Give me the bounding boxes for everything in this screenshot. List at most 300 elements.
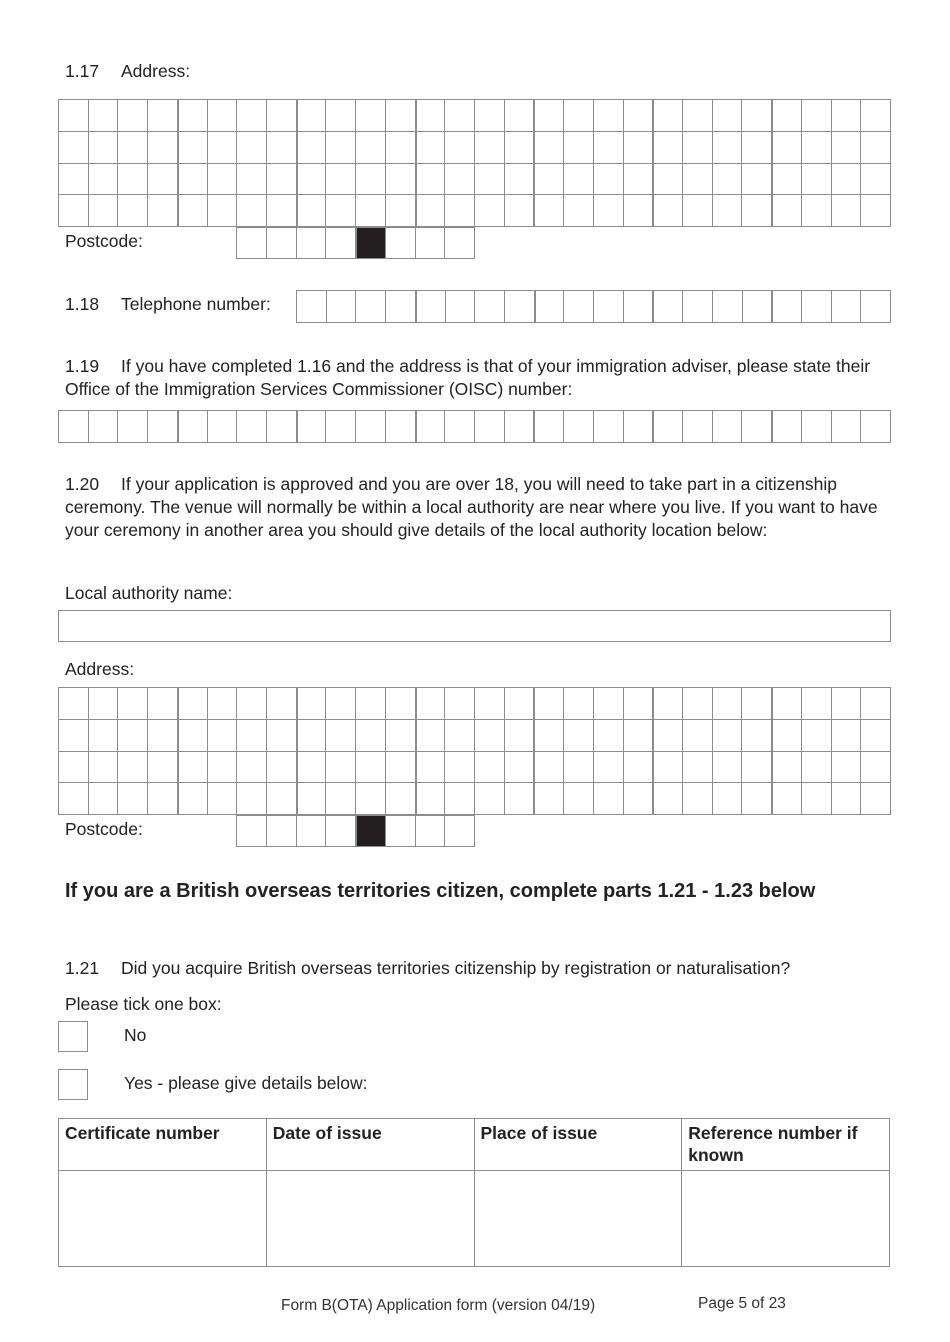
character-box[interactable] [326, 720, 356, 752]
character-box[interactable] [267, 132, 297, 164]
character-box[interactable] [208, 195, 238, 227]
character-box[interactable] [624, 100, 654, 132]
character-box[interactable] [624, 411, 654, 443]
character-box[interactable] [445, 783, 475, 815]
character-box[interactable] [861, 132, 891, 164]
character-box[interactable] [59, 411, 89, 443]
character-box[interactable] [267, 752, 297, 784]
character-box[interactable] [297, 195, 327, 227]
character-box[interactable] [326, 783, 356, 815]
character-box[interactable] [475, 164, 505, 196]
character-box[interactable] [802, 720, 832, 752]
character-box[interactable] [178, 720, 208, 752]
character-box[interactable] [297, 132, 327, 164]
character-box[interactable] [148, 132, 178, 164]
character-box[interactable] [713, 132, 743, 164]
character-box[interactable] [861, 411, 891, 443]
character-box[interactable] [832, 100, 862, 132]
character-box[interactable] [326, 132, 356, 164]
character-box[interactable] [564, 164, 594, 196]
character-box[interactable] [148, 411, 178, 443]
character-box[interactable] [534, 720, 564, 752]
character-box[interactable] [594, 195, 624, 227]
character-box[interactable] [178, 195, 208, 227]
character-box[interactable] [802, 783, 832, 815]
character-box[interactable] [683, 783, 713, 815]
character-box[interactable] [89, 783, 119, 815]
character-box[interactable] [178, 100, 208, 132]
character-box[interactable] [416, 132, 446, 164]
character-box[interactable] [683, 688, 713, 720]
character-box[interactable] [356, 100, 386, 132]
character-box[interactable] [416, 688, 446, 720]
character-box[interactable] [713, 783, 743, 815]
character-box[interactable] [594, 720, 624, 752]
character-box[interactable] [267, 783, 297, 815]
character-box[interactable] [148, 164, 178, 196]
character-box[interactable] [118, 411, 148, 443]
character-box[interactable] [416, 291, 446, 323]
character-box[interactable] [594, 783, 624, 815]
character-box[interactable] [386, 291, 416, 323]
character-box[interactable] [386, 132, 416, 164]
character-box[interactable] [208, 752, 238, 784]
character-box[interactable] [564, 688, 594, 720]
character-box[interactable] [356, 783, 386, 815]
character-box[interactable] [653, 291, 683, 323]
character-box[interactable] [416, 164, 446, 196]
postcode-grid-1-20[interactable] [236, 815, 475, 847]
character-box[interactable] [148, 195, 178, 227]
character-box[interactable] [683, 164, 713, 196]
character-box[interactable] [237, 752, 267, 784]
character-box[interactable] [267, 720, 297, 752]
character-box[interactable] [297, 688, 327, 720]
character-box[interactable] [653, 783, 683, 815]
character-box[interactable] [742, 783, 772, 815]
character-box[interactable] [861, 195, 891, 227]
character-box[interactable] [297, 816, 327, 847]
character-box[interactable] [445, 132, 475, 164]
character-box[interactable] [237, 411, 267, 443]
character-box[interactable] [89, 164, 119, 196]
character-box[interactable] [297, 720, 327, 752]
character-box[interactable] [386, 411, 416, 443]
character-box[interactable] [534, 688, 564, 720]
character-box[interactable] [564, 132, 594, 164]
character-box[interactable] [564, 411, 594, 443]
character-box[interactable] [475, 411, 505, 443]
character-box[interactable] [89, 132, 119, 164]
character-box[interactable] [861, 720, 891, 752]
character-box[interactable] [326, 752, 356, 784]
character-box[interactable] [237, 195, 267, 227]
character-box[interactable] [208, 720, 238, 752]
character-box[interactable] [594, 100, 624, 132]
character-box[interactable] [802, 688, 832, 720]
character-box[interactable] [624, 164, 654, 196]
character-box[interactable] [683, 291, 713, 323]
character-box[interactable] [713, 291, 743, 323]
character-box[interactable] [772, 688, 802, 720]
character-box[interactable] [653, 752, 683, 784]
character-box[interactable] [772, 195, 802, 227]
character-box[interactable] [297, 100, 327, 132]
place-of-issue-cell[interactable] [474, 1171, 682, 1267]
character-box[interactable] [534, 195, 564, 227]
character-box[interactable] [445, 752, 475, 784]
character-box[interactable] [356, 720, 386, 752]
character-box[interactable] [832, 132, 862, 164]
character-box[interactable] [742, 688, 772, 720]
character-box[interactable] [386, 720, 416, 752]
character-box[interactable] [713, 195, 743, 227]
character-box[interactable] [297, 291, 327, 323]
character-box[interactable] [237, 132, 267, 164]
character-box[interactable] [267, 411, 297, 443]
character-box[interactable] [59, 164, 89, 196]
character-box[interactable] [653, 195, 683, 227]
character-box[interactable] [237, 783, 267, 815]
character-box[interactable] [118, 100, 148, 132]
character-box[interactable] [534, 783, 564, 815]
character-box[interactable] [594, 688, 624, 720]
character-box[interactable] [327, 291, 357, 323]
character-box[interactable] [713, 100, 743, 132]
character-box[interactable] [713, 688, 743, 720]
character-box[interactable] [802, 411, 832, 443]
character-box[interactable] [89, 195, 119, 227]
certificate-number-cell[interactable] [59, 1171, 267, 1267]
character-box[interactable] [861, 752, 891, 784]
character-box[interactable] [742, 752, 772, 784]
character-box[interactable] [59, 752, 89, 784]
character-box[interactable] [742, 195, 772, 227]
character-box[interactable] [267, 688, 297, 720]
character-box[interactable] [267, 195, 297, 227]
character-box[interactable] [208, 164, 238, 196]
date-of-issue-cell[interactable] [266, 1171, 474, 1267]
character-box[interactable] [386, 688, 416, 720]
character-box[interactable] [356, 132, 386, 164]
character-box[interactable] [118, 783, 148, 815]
character-box[interactable] [59, 783, 89, 815]
no-checkbox[interactable] [58, 1021, 88, 1052]
character-box[interactable] [118, 195, 148, 227]
character-box[interactable] [118, 132, 148, 164]
character-box[interactable] [475, 100, 505, 132]
character-box[interactable] [208, 100, 238, 132]
character-box[interactable] [564, 720, 594, 752]
character-box[interactable] [505, 783, 535, 815]
character-box[interactable] [445, 100, 475, 132]
character-box[interactable] [89, 752, 119, 784]
character-box[interactable] [326, 164, 356, 196]
character-box[interactable] [564, 783, 594, 815]
character-box[interactable] [178, 411, 208, 443]
character-box[interactable] [772, 100, 802, 132]
character-box[interactable] [505, 720, 535, 752]
character-box[interactable] [475, 783, 505, 815]
local-authority-input[interactable] [58, 610, 891, 642]
character-box[interactable] [237, 100, 267, 132]
character-box[interactable] [386, 164, 416, 196]
character-box[interactable] [208, 688, 238, 720]
character-box[interactable] [653, 688, 683, 720]
character-box[interactable] [683, 411, 713, 443]
character-box[interactable] [386, 816, 416, 847]
character-box[interactable] [445, 720, 475, 752]
character-box[interactable] [802, 752, 832, 784]
character-box[interactable] [356, 752, 386, 784]
character-box[interactable] [653, 720, 683, 752]
character-box[interactable] [178, 132, 208, 164]
character-box[interactable] [742, 132, 772, 164]
character-box[interactable] [534, 100, 564, 132]
character-box[interactable] [534, 752, 564, 784]
character-box[interactable] [624, 195, 654, 227]
character-box[interactable] [802, 291, 832, 323]
character-box[interactable] [772, 132, 802, 164]
character-box[interactable] [237, 816, 267, 847]
character-box[interactable] [386, 752, 416, 784]
character-box[interactable] [624, 688, 654, 720]
character-box[interactable] [861, 688, 891, 720]
character-box[interactable] [683, 100, 713, 132]
character-box[interactable] [445, 195, 475, 227]
character-box[interactable] [267, 100, 297, 132]
character-box[interactable] [208, 783, 238, 815]
character-box[interactable] [505, 688, 535, 720]
character-box[interactable] [653, 164, 683, 196]
character-box[interactable] [208, 411, 238, 443]
character-box[interactable] [178, 752, 208, 784]
character-box[interactable] [683, 752, 713, 784]
character-box[interactable] [594, 411, 624, 443]
character-box[interactable] [178, 783, 208, 815]
character-box[interactable] [297, 228, 327, 259]
character-box[interactable] [743, 291, 773, 323]
character-box[interactable] [148, 688, 178, 720]
character-box[interactable] [802, 100, 832, 132]
character-box[interactable] [802, 164, 832, 196]
character-box[interactable] [356, 291, 386, 323]
character-box[interactable] [237, 688, 267, 720]
character-box[interactable] [386, 783, 416, 815]
character-box[interactable] [564, 100, 594, 132]
character-box[interactable] [148, 783, 178, 815]
character-box[interactable] [742, 720, 772, 752]
character-box[interactable] [148, 720, 178, 752]
character-box[interactable] [624, 752, 654, 784]
character-box[interactable] [326, 100, 356, 132]
character-box[interactable] [505, 195, 535, 227]
character-box[interactable] [594, 752, 624, 784]
character-box[interactable] [832, 688, 862, 720]
character-box[interactable] [505, 752, 535, 784]
character-box[interactable] [683, 195, 713, 227]
character-box[interactable] [416, 752, 446, 784]
character-box[interactable] [208, 132, 238, 164]
character-box[interactable] [832, 752, 862, 784]
character-box[interactable] [742, 411, 772, 443]
character-box[interactable] [861, 783, 891, 815]
character-box[interactable] [237, 164, 267, 196]
character-box[interactable] [297, 164, 327, 196]
character-box[interactable] [534, 164, 564, 196]
character-box[interactable] [416, 783, 446, 815]
character-box[interactable] [445, 688, 475, 720]
telephone-grid[interactable] [296, 290, 891, 323]
character-box[interactable] [297, 411, 327, 443]
character-box[interactable] [118, 688, 148, 720]
character-box[interactable] [832, 164, 862, 196]
character-box[interactable] [89, 100, 119, 132]
character-box[interactable] [237, 720, 267, 752]
character-box[interactable] [475, 291, 505, 323]
character-box[interactable] [237, 228, 267, 259]
character-box[interactable] [386, 228, 416, 259]
character-box[interactable] [624, 783, 654, 815]
character-box[interactable] [475, 720, 505, 752]
character-box[interactable] [624, 291, 654, 323]
character-box[interactable] [772, 783, 802, 815]
character-box[interactable] [475, 195, 505, 227]
character-box[interactable] [772, 164, 802, 196]
postcode-grid-1-17[interactable] [236, 227, 475, 259]
character-box[interactable] [297, 783, 327, 815]
character-box[interactable] [475, 752, 505, 784]
character-box[interactable] [832, 720, 862, 752]
character-box[interactable] [742, 164, 772, 196]
character-box[interactable] [386, 100, 416, 132]
character-box[interactable] [445, 411, 475, 443]
character-box[interactable] [505, 411, 535, 443]
character-box[interactable] [594, 291, 624, 323]
character-box[interactable] [89, 720, 119, 752]
character-box[interactable] [326, 195, 356, 227]
character-box[interactable] [118, 164, 148, 196]
character-box[interactable] [713, 164, 743, 196]
character-box[interactable] [832, 195, 862, 227]
address-grid-1-20[interactable] [58, 687, 891, 815]
character-box[interactable] [59, 195, 89, 227]
character-box[interactable] [148, 752, 178, 784]
character-box[interactable] [742, 100, 772, 132]
character-box[interactable] [386, 195, 416, 227]
character-box[interactable] [356, 164, 386, 196]
character-box[interactable] [772, 411, 802, 443]
character-box[interactable] [653, 100, 683, 132]
character-box[interactable] [683, 720, 713, 752]
character-box[interactable] [772, 720, 802, 752]
character-box[interactable] [148, 100, 178, 132]
character-box[interactable] [713, 411, 743, 443]
character-box[interactable] [564, 752, 594, 784]
character-box[interactable] [861, 100, 891, 132]
character-box[interactable] [445, 164, 475, 196]
character-box[interactable] [89, 411, 119, 443]
oisc-number-grid[interactable] [58, 410, 891, 443]
character-box[interactable] [446, 291, 476, 323]
character-box[interactable] [653, 132, 683, 164]
character-box[interactable] [178, 164, 208, 196]
character-box[interactable] [683, 132, 713, 164]
character-box[interactable] [861, 164, 891, 196]
character-box[interactable] [505, 164, 535, 196]
character-box[interactable] [89, 688, 119, 720]
character-box[interactable] [416, 816, 446, 847]
character-box[interactable] [861, 291, 891, 323]
table-row [59, 1171, 890, 1267]
character-box[interactable] [326, 688, 356, 720]
character-box[interactable] [267, 164, 297, 196]
character-box[interactable] [118, 752, 148, 784]
character-box[interactable] [772, 291, 802, 323]
character-box[interactable] [535, 291, 565, 323]
character-box[interactable] [564, 291, 594, 323]
character-box[interactable] [624, 720, 654, 752]
character-box[interactable] [802, 132, 832, 164]
character-box[interactable] [713, 720, 743, 752]
character-box[interactable] [802, 195, 832, 227]
character-box[interactable] [356, 195, 386, 227]
character-box[interactable] [326, 228, 356, 259]
character-box[interactable] [505, 100, 535, 132]
character-box[interactable] [832, 291, 862, 323]
character-box[interactable] [624, 132, 654, 164]
character-box[interactable] [505, 291, 535, 323]
character-box[interactable] [534, 132, 564, 164]
character-box[interactable] [445, 228, 475, 259]
character-box[interactable] [594, 132, 624, 164]
character-box[interactable] [832, 783, 862, 815]
address-grid-1-17[interactable] [58, 99, 891, 227]
character-box[interactable] [505, 132, 535, 164]
character-box[interactable] [772, 752, 802, 784]
character-box[interactable] [653, 411, 683, 443]
character-box[interactable] [416, 411, 446, 443]
yes-checkbox[interactable] [58, 1069, 88, 1100]
character-box[interactable] [356, 688, 386, 720]
character-box[interactable] [267, 816, 297, 847]
character-box[interactable] [326, 816, 356, 847]
character-box[interactable] [713, 752, 743, 784]
character-box[interactable] [267, 228, 297, 259]
character-box[interactable] [416, 195, 446, 227]
character-box[interactable] [356, 411, 386, 443]
character-box[interactable] [118, 720, 148, 752]
character-box[interactable] [59, 688, 89, 720]
character-box[interactable] [59, 132, 89, 164]
character-box[interactable] [564, 195, 594, 227]
character-box[interactable] [475, 688, 505, 720]
character-box[interactable] [594, 164, 624, 196]
character-box[interactable] [59, 100, 89, 132]
character-box[interactable] [59, 720, 89, 752]
character-box[interactable] [326, 411, 356, 443]
character-box[interactable] [416, 228, 446, 259]
character-box[interactable] [416, 720, 446, 752]
character-box[interactable] [445, 816, 475, 847]
character-box[interactable] [297, 752, 327, 784]
character-box[interactable] [416, 100, 446, 132]
character-box[interactable] [475, 132, 505, 164]
character-box[interactable] [534, 411, 564, 443]
character-box[interactable] [178, 688, 208, 720]
reference-number-cell[interactable] [682, 1171, 890, 1267]
character-box[interactable] [832, 411, 862, 443]
